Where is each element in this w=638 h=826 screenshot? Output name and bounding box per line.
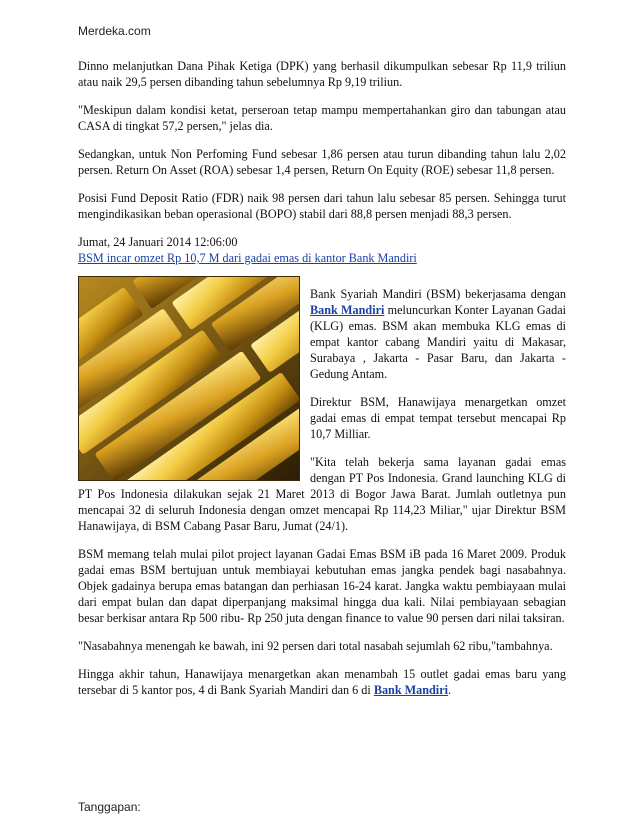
bank-mandiri-link-2[interactable]: Bank Mandiri: [373, 683, 448, 697]
article-title: [78, 250, 566, 266]
gold-bars-illustration: [78, 276, 300, 481]
source-header: Merdeka.com: [78, 24, 151, 38]
article-paragraph-6: Hingga akhir tahun, Hanawijaya menargetkan akan menambah 15 outlet gadai emas baru yang tersebar di 5 kantor pos, 4 di Bank Syariah Mandiri dan 6 di Bank Mandiri.: [78, 667, 566, 697]
article-date: Jumat, 24 Januari 2014 12:06:00: [78, 235, 238, 249]
paragraph-dpk: Dinno melanjutkan Dana Pihak Ketiga (DPK) yang berhasil dikumpulkan sebesar Rp 11,9 triliun atau naik 29,5 persen dibanding tahun sebelumnya Rp 9,19 triliun.: [78, 59, 566, 89]
article-paragraph-1: Bank Syariah Mandiri (BSM) bekerjasama dengan Bank Mandiri meluncurkan Konter Layanan Gadai (KLG) emas. BSM akan membuka KLG emas di empat kantor cabang Mandiri yaitu di Makasar, Surabaya , Jakarta - Pasar Baru, dan Jakarta -Gedung Antam.: [310, 287, 566, 381]
paragraph-npf: Sedangkan, untuk Non Perfoming Fund sebesar 1,86 persen atau turun dibanding tahun lalu 2,02 persen. Return On Asset (ROA) sebesar 1,4 persen, Return On Equity (ROE) sebesar 11,8 persen.: [78, 147, 566, 177]
comments-label: Tanggapan:: [78, 800, 141, 814]
article-paragraph-3: "Kita telah bekerja sama layanan gadai emas dengan PT Pos Indonesia. Grand launching KLG di PT Pos Indonesia dilakukan sejak 21 Maret 2013 di Bogor Jawa Barat. Jumlah outletnya pun mencapai 32 di seluruh Indonesia dengan omzet mencapai Rp 114,23 Miliar," ujar Direktur BSM Hanawijaya, di BSM Cabang Pasar Baru, Jumat (24/1).: [78, 455, 566, 533]
article-paragraph-2: Direktur BSM, Hanawijaya menargetkan omzet gadai emas di empat tempat tersebut mencapai Rp 10,7 Milliar.: [310, 395, 566, 441]
article-title-link[interactable]: BSM incar omzet Rp 10,7 M dari gadai emas di kantor Bank Mandiri: [78, 251, 417, 265]
article-paragraph-4: BSM memang telah mulai pilot project layanan Gadai Emas BSM iB pada 16 Maret 2009. Produk gadai emas BSM bertujuan untuk membiayai kebutuhan emas jangka pendek bagi nasabahnya. Objek gadainya berupa emas batangan dan perhiasan 16-24 karat. Jangka waktu pembiayaan mulai dari empat bulan dan dapat diperpanjang maksimal hingga dua kali. Nilai pembiayaan sebagian besar berkisar antara Rp 500 ribu- Rp 250 juta dengan finance to value 90 persen dari nilai taksiran.: [78, 547, 566, 625]
paragraph-casa: "Meskipun dalam kondisi ketat, perseroan tetap mampu mempertahankan giro dan tabungan atau CASA di tingkat 57,2 persen," jelas dia.: [78, 103, 566, 133]
article-paragraph-5: "Nasabahnya menengah ke bawah, ini 92 persen dari total nasabah sejumlah 62 ribu,"tambahnya.: [78, 639, 553, 653]
document-body: [78, 58, 566, 710]
paragraph-fdr: Posisi Fund Deposit Ratio (FDR) naik 98 persen dari tahun lalu sebesar 85 persen. Sehingga turut mengindikasikan beban operasional (BOPO) stabil dari 88,8 persen menjadi 88,3 persen.: [78, 191, 566, 221]
gold-bars-image: [78, 276, 300, 481]
bank-mandiri-link[interactable]: Bank Mandiri: [310, 303, 385, 317]
